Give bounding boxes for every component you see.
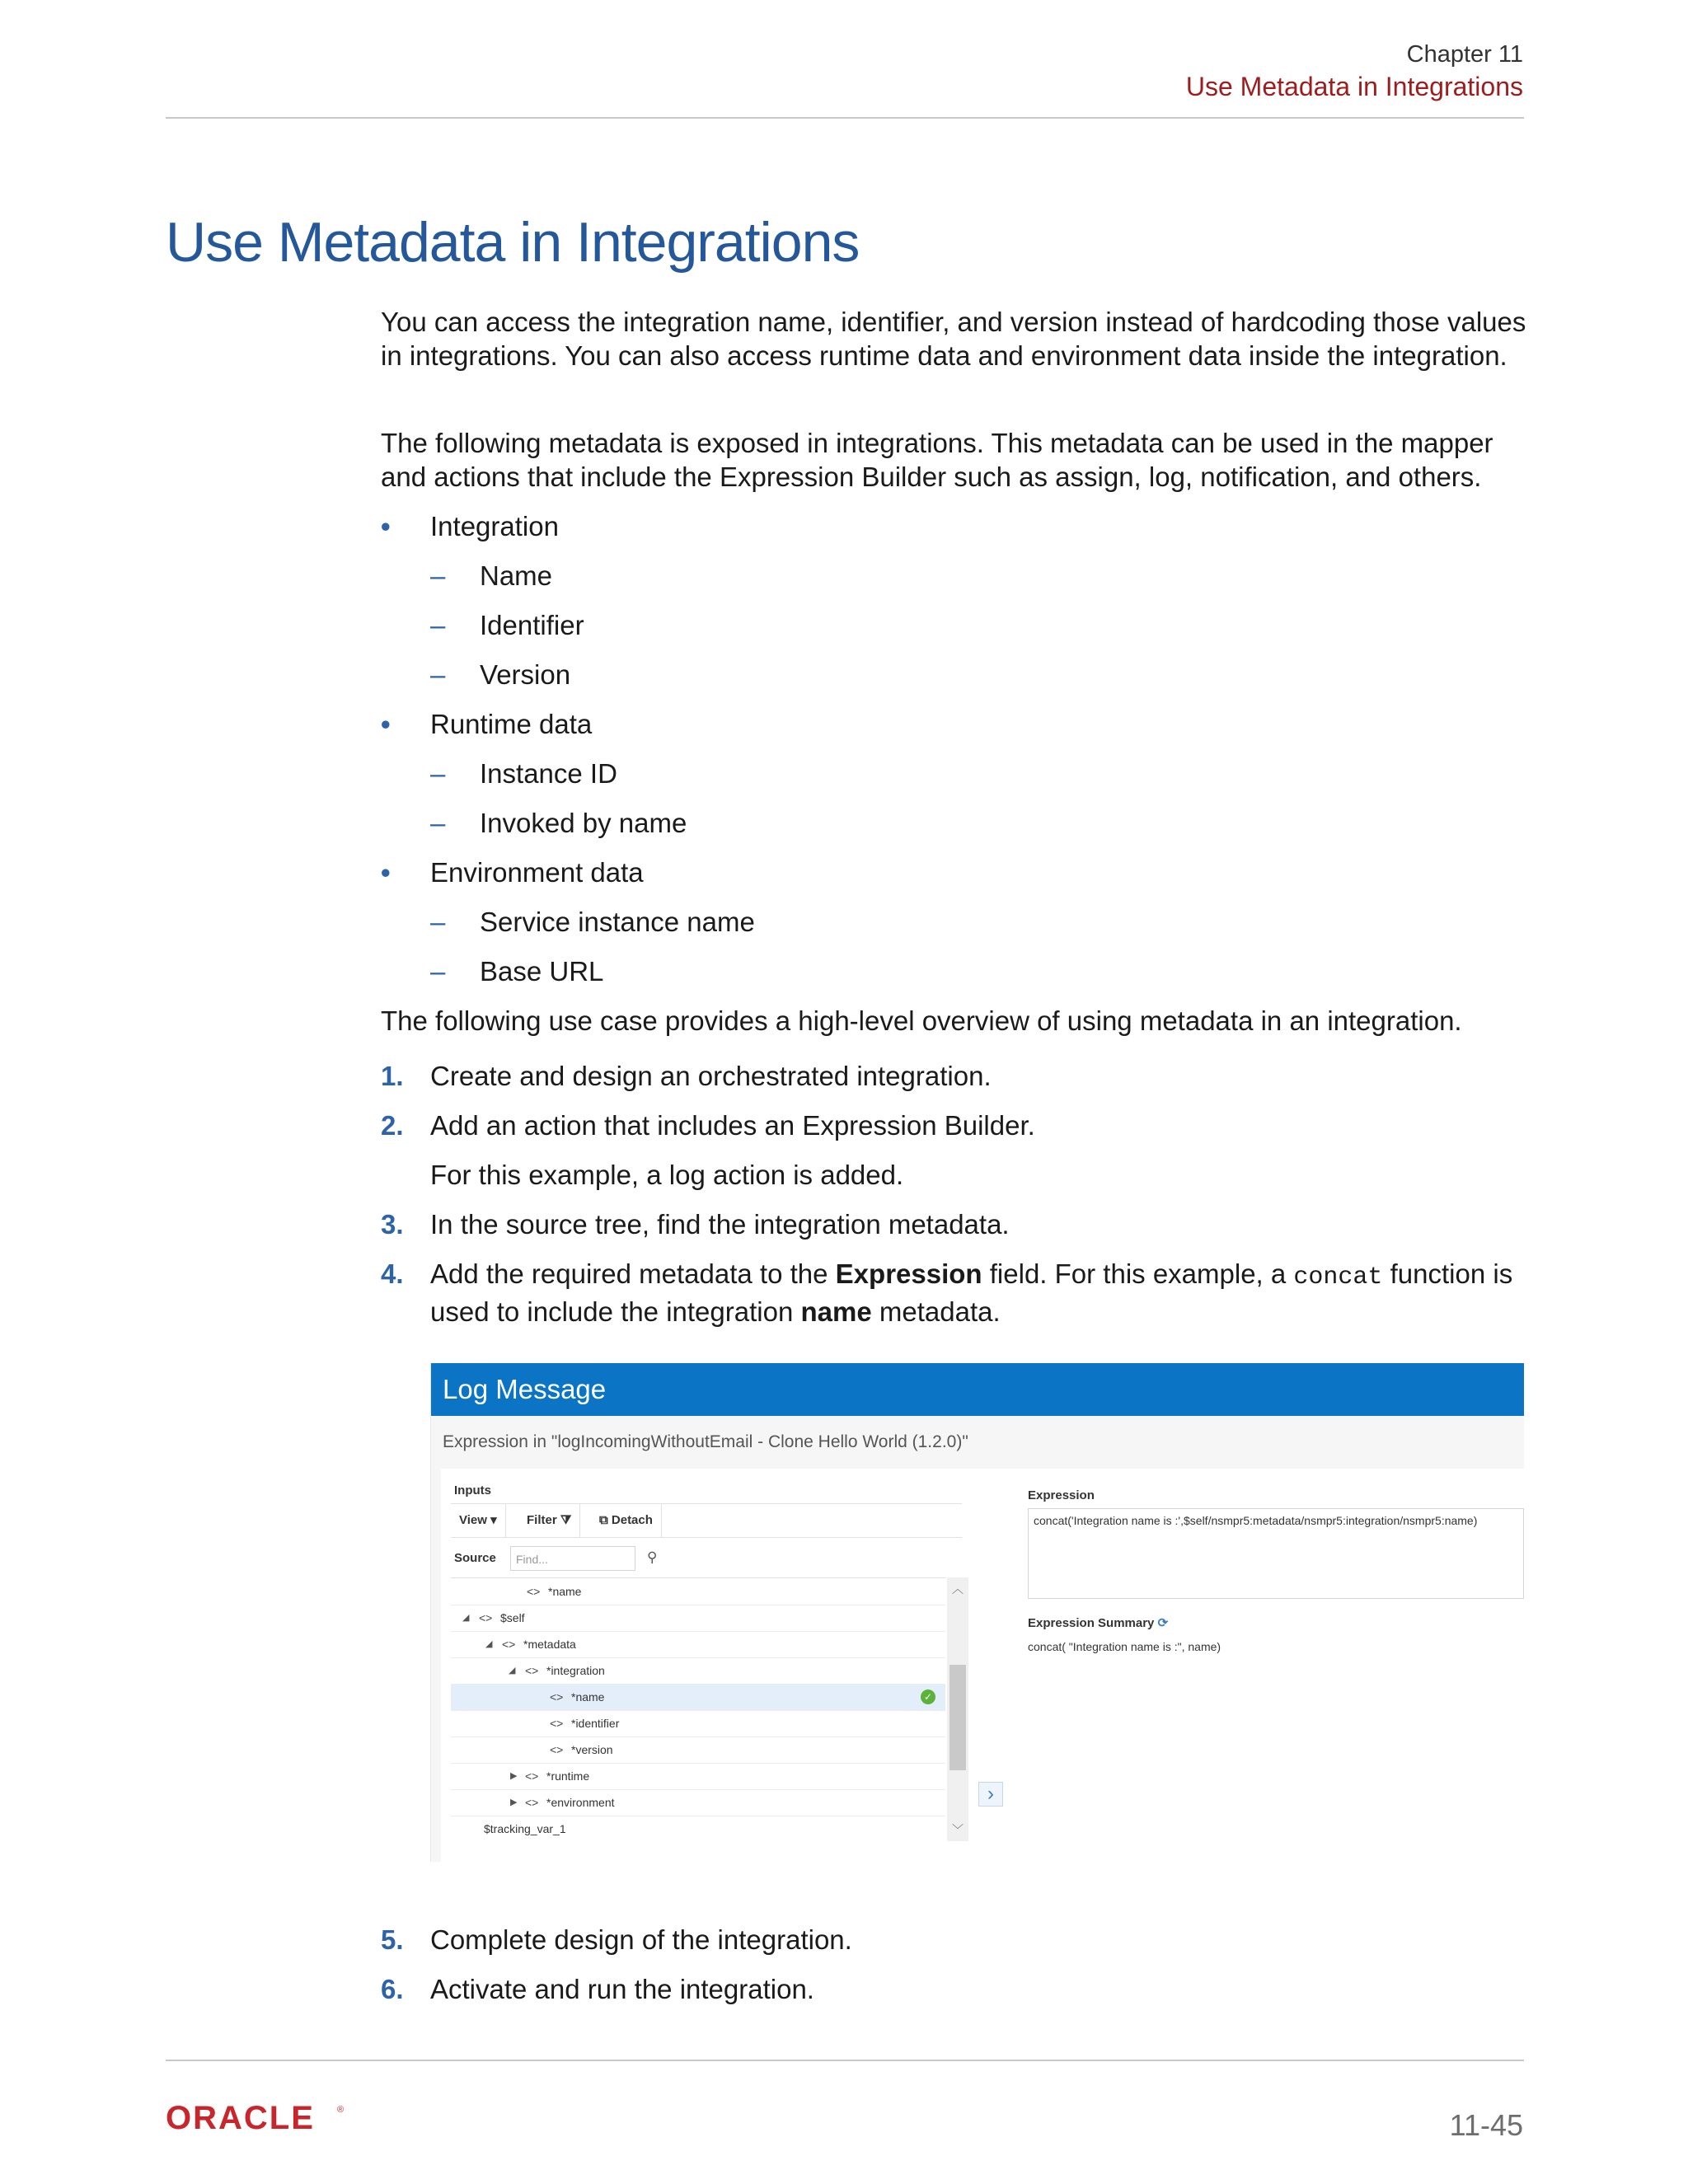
- step-1: 1. Create and design an orchestrated integration.: [381, 1061, 992, 1091]
- inputs-label: Inputs: [454, 1483, 491, 1497]
- chevron-up-icon[interactable]: ︿: [952, 1582, 964, 1596]
- tree-row[interactable]: <> *name: [451, 1578, 945, 1605]
- steps-list-continued: [381, 1923, 1526, 2022]
- filter-button[interactable]: Filter ⧩: [518, 1504, 580, 1537]
- step-4-text: Add the required metadata to the Expression field. For this example, a concat function is used to include the integration name metadata.: [430, 1258, 1513, 1327]
- tree-row[interactable]: ◢ <> $self: [451, 1605, 945, 1632]
- tree-row[interactable]: $tracking_var_1: [451, 1816, 945, 1842]
- dialog-panel: [441, 1469, 1524, 1862]
- sub-item: – Instance ID: [430, 758, 617, 789]
- oracle-logo: [166, 2101, 355, 2134]
- header-divider: [166, 117, 1524, 119]
- element-icon: <>: [525, 1769, 539, 1783]
- search-icon[interactable]: ⚲: [647, 1549, 658, 1565]
- element-icon: <>: [550, 1743, 564, 1756]
- section-link[interactable]: Use Metadata in Integrations: [1185, 72, 1523, 101]
- tree-row[interactable]: ▶ <> *environment: [451, 1789, 945, 1816]
- tree-row[interactable]: ▶ <> *runtime: [451, 1763, 945, 1790]
- step-2-note: For this example, a log action is added.: [430, 1160, 904, 1190]
- element-icon: <>: [479, 1611, 493, 1624]
- sub-item: – Base URL: [430, 956, 604, 987]
- svg-text:®: ®: [337, 2105, 345, 2115]
- sub-item: – Identifier: [430, 610, 584, 640]
- expression-label: Expression: [1028, 1488, 1095, 1502]
- sub-item: – Name: [430, 560, 553, 591]
- intro-paragraph-1: [381, 305, 1526, 373]
- element-icon: <>: [550, 1690, 564, 1704]
- tree-row-selected[interactable]: <> *name ✓: [451, 1684, 945, 1711]
- collapse-icon[interactable]: ◢: [509, 1666, 516, 1675]
- expression-field[interactable]: concat('Integration name is :',$self/nsmpr5:metadata/nsmpr5:integration/nsmpr5:name): [1028, 1508, 1524, 1599]
- metadata-list: [381, 509, 1526, 996]
- element-icon: <>: [502, 1638, 516, 1651]
- tree-row[interactable]: ◢ <> *integration: [451, 1657, 945, 1685]
- sub-item: – Version: [430, 659, 571, 690]
- expand-icon[interactable]: ▶: [510, 1771, 518, 1781]
- filter-icon: ⧩: [560, 1513, 572, 1527]
- expression-summary-label: Expression Summary ⟳: [1028, 1616, 1169, 1630]
- source-label: Source: [454, 1551, 496, 1565]
- bullet-marker: •: [381, 511, 391, 541]
- intro-text-1: You can access the integration name, identifier, and version instead of hardcoding those values in integrations. You can also access runtime data and environment data inside the integration.: [381, 307, 1526, 371]
- svg-text:ORACLE: ORACLE: [166, 2101, 315, 2134]
- footer-divider: [166, 2060, 1524, 2061]
- detach-button[interactable]: ⧉ Detach: [591, 1504, 662, 1537]
- chevron-down-icon[interactable]: ﹀: [952, 1823, 964, 1836]
- chevron-right-icon[interactable]: ›: [978, 1782, 1003, 1807]
- source-search-input[interactable]: Find...: [510, 1546, 635, 1571]
- view-menu[interactable]: View ▾: [451, 1504, 506, 1537]
- list-item-integration: • Integration: [381, 511, 559, 541]
- tree-scrollbar[interactable]: [947, 1577, 968, 1841]
- sub-item: – Invoked by name: [430, 808, 687, 838]
- step-4: 4. Add the required metadata to the Expression field. For this example, a concat function is used to include the integration name metadata.: [381, 1257, 1526, 1329]
- step-6: 6. Activate and run the integration.: [381, 1974, 814, 2004]
- check-icon: ✓: [921, 1690, 935, 1704]
- step-5: 5. Complete design of the integration.: [381, 1924, 852, 1955]
- code-concat: concat: [1293, 1263, 1383, 1291]
- intro-text-2: The following metadata is exposed in integrations. This metadata can be used in the mapper and actions that include the Expression Builder such as assign, log, notification, and others.: [381, 428, 1493, 492]
- element-icon: <>: [527, 1585, 541, 1598]
- source-tree: [451, 1577, 945, 1842]
- scrollbar-thumb[interactable]: [950, 1665, 966, 1770]
- tree-row[interactable]: <> *version: [451, 1736, 945, 1764]
- steps-list: [381, 1059, 1526, 1339]
- element-icon: <>: [550, 1717, 564, 1730]
- tree-row[interactable]: ◢ <> *metadata: [451, 1631, 945, 1658]
- collapse-icon[interactable]: ◢: [485, 1639, 493, 1649]
- dialog-subtitle: Expression in "logIncomingWithoutEmail - Clone Hello World (1.2.0)": [443, 1432, 968, 1451]
- intro-paragraph-2: [381, 426, 1526, 494]
- tree-row[interactable]: <> *identifier: [451, 1710, 945, 1737]
- chapter-label: Chapter 11: [1406, 41, 1523, 68]
- chevron-down-icon: ▾: [490, 1513, 497, 1527]
- refresh-icon[interactable]: ⟳: [1157, 1616, 1169, 1630]
- sub-item: – Service instance name: [430, 907, 755, 937]
- step-3: 3. In the source tree, find the integration metadata.: [381, 1209, 1010, 1240]
- log-message-screenshot: [430, 1363, 1524, 1862]
- list-item-environment: • Environment data: [381, 857, 644, 888]
- dialog-title: Log Message: [431, 1363, 1524, 1416]
- expand-icon[interactable]: ▶: [510, 1797, 518, 1807]
- list-item-runtime: • Runtime data: [381, 709, 593, 739]
- expression-summary-value: concat( "Integration name is :", name): [1028, 1640, 1221, 1653]
- usecase-paragraph: The following use case provides a high-level overview of using metadata in an integration.: [381, 1005, 1462, 1036]
- inputs-toolbar: [451, 1503, 962, 1538]
- element-icon: <>: [525, 1796, 539, 1809]
- page-title: Use Metadata in Integrations: [166, 211, 860, 274]
- element-icon: <>: [525, 1664, 539, 1677]
- step-2: 2. Add an action that includes an Expression Builder.: [381, 1110, 1035, 1141]
- detach-icon: ⧉: [599, 1513, 608, 1527]
- page-number: 11-45: [1449, 2108, 1523, 2142]
- collapse-icon[interactable]: ◢: [462, 1613, 470, 1623]
